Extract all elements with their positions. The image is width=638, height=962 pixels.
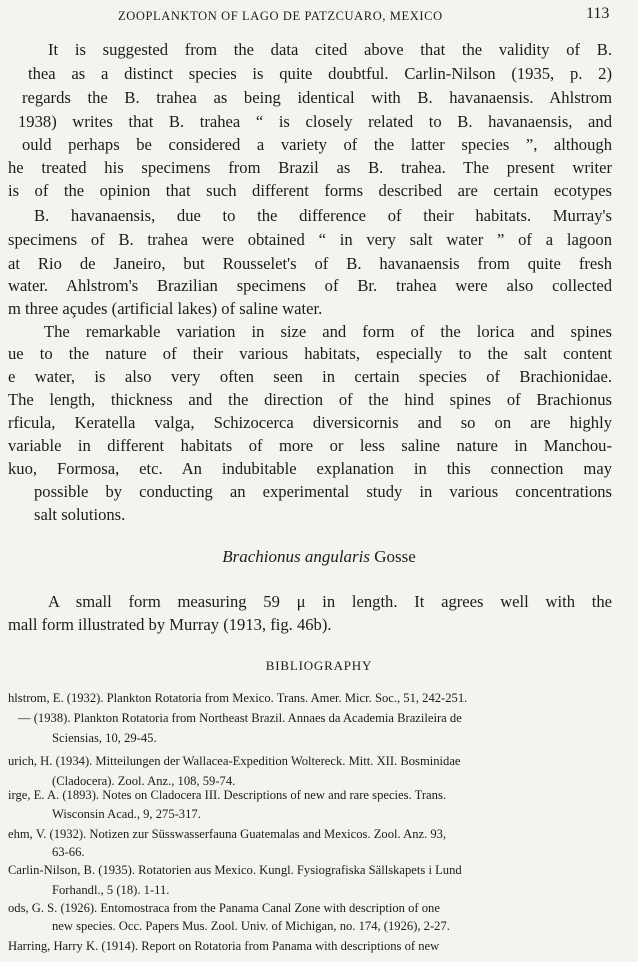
body-line: salt solutions. — [34, 505, 126, 524]
bibliography-entry: Forhandl., 5 (18). 1-11. — [52, 883, 170, 897]
page-number: 113 — [586, 5, 610, 22]
body-line: kuo, Formosa, etc. An indubitable explanation in this connection may — [8, 459, 612, 478]
body-line: 1938) writes that B. trahea “ is closely related to B. havanaensis, and — [18, 112, 612, 131]
body-line: water. Ahlstrom's Brazilian specimens of Br. trahea were also collected — [8, 276, 612, 295]
bibliography-entry: (Cladocera). Zool. Anz., 108, 59-74. — [52, 774, 236, 788]
body-line: at Rio de Janeiro, but Rousselet's of B. havanaensis from quite fresh — [8, 254, 612, 273]
bibliography-entry: — (1938). Plankton Rotatoria from Northeast Brazil. Annaes da Academia Brazileira de — [18, 711, 462, 725]
body-line: thea as a distinct species is quite doubtful. Carlin-Nilson (1935, p. 2) — [28, 64, 612, 83]
bibliography-heading: BIBLIOGRAPHY — [265, 658, 373, 673]
bibliography-entry: Harring, Harry K. (1914). Report on Rotatoria from Panama with descriptions of new — [8, 939, 440, 953]
bibliography-entry: urich, H. (1934). Mitteilungen der Wallacea-Expedition Woltereck. Mitt. XII. Bosminidae — [8, 754, 461, 768]
section-title-author: Gosse — [374, 547, 416, 566]
body-line: is of the opinion that such different forms described are certain ecotypes — [8, 181, 612, 200]
running-head: ZOOPLANKTON OF LAGO DE PATZCUARO, MEXICO — [118, 9, 443, 23]
body-line: e water, is also very often seen in certain species of Brachionidae. — [8, 367, 612, 386]
body-line: he treated his specimens from Brazil as B. trahea. The present writer — [8, 158, 612, 177]
bibliography-entry: 63-66. — [52, 845, 85, 859]
bibliography-entry: hlstrom, E. (1932). Plankton Rotatoria from Mexico. Trans. Amer. Micr. Soc., 51, 242-251. — [8, 691, 468, 705]
body-line: The remarkable variation in size and form of the lorica and spines — [44, 322, 612, 341]
bibliography-entry: ods, G. S. (1926). Entomostraca from the Panama Canal Zone with description of one — [8, 901, 440, 915]
body-line: specimens of B. trahea were obtained “ in very salt water ” of a lagoon — [8, 230, 612, 249]
bibliography-entry: Wisconsin Acad., 9, 275-317. — [52, 807, 201, 821]
body-line: ue to the nature of their various habitats, especially to the salt content — [8, 344, 612, 363]
body-line: rficula, Keratella valga, Schizocerca diversicornis and so on are highly — [8, 413, 612, 432]
bibliography-entry: Sciensias, 10, 29-45. — [52, 731, 157, 745]
bibliography-entry: new species. Occ. Papers Mus. Zool. Univ. of Michigan, no. 174, (1926), 2-27. — [52, 919, 450, 933]
body-line: possible by conducting an experimental study in various concentrations — [34, 482, 612, 501]
section-line: A small form measuring 59 μ in length. It agrees well with the — [48, 592, 612, 611]
bibliography-entry: irge, E. A. (1893). Notes on Cladocera III. Descriptions of new and rare species. Trans. — [8, 788, 446, 802]
body-line: The length, thickness and the direction of the hind spines of Brachionus — [8, 390, 612, 409]
body-line: regards the B. trahea as being identical with B. havanaensis. Ahlstrom — [22, 88, 612, 107]
section-line: mall form illustrated by Murray (1913, fig. 46b). — [8, 615, 332, 634]
body-line: It is suggested from the data cited above that the validity of B. — [48, 40, 612, 59]
body-line: B. havanaensis, due to the difference of their habitats. Murray's — [34, 206, 612, 225]
section-title-species: Brachionus angularis — [222, 547, 370, 566]
section-title — [0, 547, 638, 567]
bibliography-entry: ehm, V. (1932). Notizen zur Süsswasserfauna Guatemalas and Mexicos. Zool. Anz. 93, — [8, 827, 447, 841]
body-line: variable in different habitats of more or less saline nature in Manchou- — [8, 436, 612, 455]
body-line: ould perhaps be considered a variety of the latter species ”, although — [22, 135, 612, 154]
bibliography-entry: Carlin-Nilson, B. (1935). Rotatorien aus Mexico. Kungl. Fysiografiska Sällskapets i Lund — [8, 863, 462, 877]
body-line: m three açudes (artificial lakes) of saline water. — [8, 299, 323, 318]
